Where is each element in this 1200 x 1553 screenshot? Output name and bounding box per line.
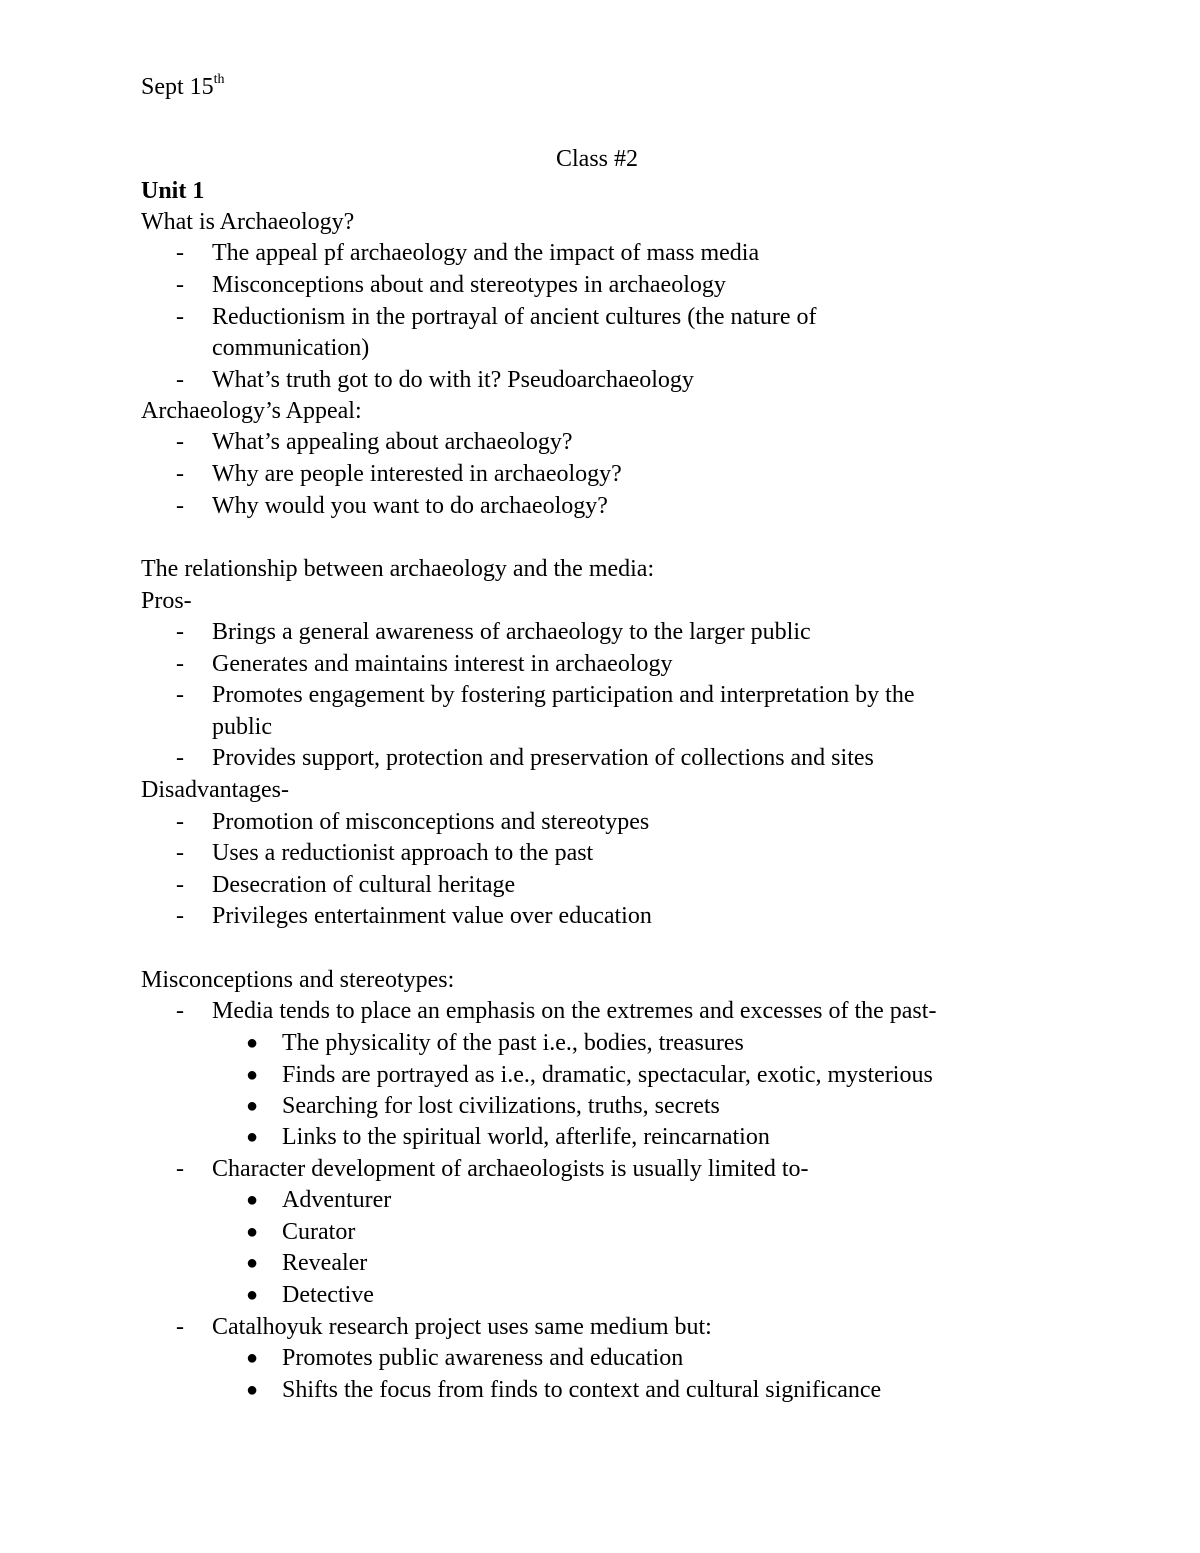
list-item-text: public xyxy=(212,714,272,740)
list-item-text: Why are people interested in archaeology? xyxy=(212,461,622,487)
sub-list-item-text: Shifts the focus from finds to context and cultural significance xyxy=(282,1377,882,1403)
sub-list-item-text: Revealer xyxy=(282,1250,368,1276)
list-item-text: Character development of archaeologists is usually limited to- xyxy=(212,1156,809,1182)
dash-marker: - xyxy=(176,872,184,898)
sub-list-item-text: Searching for lost civilizations, truths, secrets xyxy=(282,1093,720,1119)
unit-heading: Unit 1 xyxy=(141,178,205,204)
bullet-marker: ● xyxy=(246,1252,259,1274)
what-is-heading: What is Archaeology? xyxy=(141,209,355,235)
appeal-heading: Archaeology’s Appeal: xyxy=(141,398,362,424)
list-item-text: Promotes engagement by fostering participation and interpretation by the xyxy=(212,682,915,708)
list-item-text: Catalhoyuk research project uses same medium but: xyxy=(212,1314,712,1340)
dash-marker: - xyxy=(176,429,184,455)
class-title: Class #2 xyxy=(556,146,639,172)
dash-marker: - xyxy=(176,1314,184,1340)
bullet-marker: ● xyxy=(246,1126,259,1148)
dash-marker: - xyxy=(176,240,184,266)
list-item-text: Uses a reductionist approach to the past xyxy=(212,840,594,866)
dash-marker: - xyxy=(176,304,184,330)
bullet-marker: ● xyxy=(246,1221,259,1243)
dash-marker: - xyxy=(176,1156,184,1182)
disadvantages-label: Disadvantages- xyxy=(141,777,289,803)
dash-marker: - xyxy=(176,493,184,519)
list-item-text: The appeal pf archaeology and the impact of mass media xyxy=(212,240,760,266)
bullet-marker: ● xyxy=(246,1347,259,1369)
list-item-text: Generates and maintains interest in archaeology xyxy=(212,651,673,677)
dash-marker: - xyxy=(176,682,184,708)
dash-marker: - xyxy=(176,903,184,929)
list-item-text: communication) xyxy=(212,335,370,361)
dash-marker: - xyxy=(176,461,184,487)
sub-list-item-text: Curator xyxy=(282,1219,356,1245)
list-item-text: Misconceptions about and stereotypes in archaeology xyxy=(212,272,726,298)
bullet-marker: ● xyxy=(246,1095,259,1117)
list-item-text: Reductionism in the portrayal of ancient cultures (the nature of xyxy=(212,304,817,330)
list-item-text: Why would you want to do archaeology? xyxy=(212,493,608,519)
list-item-text: Privileges entertainment value over education xyxy=(212,903,652,929)
sub-list-item-text: Detective xyxy=(282,1282,374,1308)
sub-list-item-text: Promotes public awareness and education xyxy=(282,1345,684,1371)
list-item-text: What’s appealing about archaeology? xyxy=(212,429,573,455)
pros-label: Pros- xyxy=(141,588,192,614)
misconceptions-heading: Misconceptions and stereotypes: xyxy=(141,967,455,993)
dash-marker: - xyxy=(176,619,184,645)
dash-marker: - xyxy=(176,272,184,298)
bullet-marker: ● xyxy=(246,1189,259,1211)
sub-list-item-text: Links to the spiritual world, afterlife, reincarnation xyxy=(282,1124,770,1150)
dash-marker: - xyxy=(176,745,184,771)
bullet-marker: ● xyxy=(246,1032,259,1054)
sub-list-item-text: The physicality of the past i.e., bodies, treasures xyxy=(282,1030,744,1056)
dash-marker: - xyxy=(176,840,184,866)
list-item-text: Desecration of cultural heritage xyxy=(212,872,516,898)
list-item-text: Provides support, protection and preservation of collections and sites xyxy=(212,745,874,771)
list-item-text: Media tends to place an emphasis on the extremes and excesses of the past- xyxy=(212,998,937,1024)
sub-list-item-text: Finds are portrayed as i.e., dramatic, spectacular, exotic, mysterious xyxy=(282,1062,933,1088)
list-item-text: Promotion of misconceptions and stereotypes xyxy=(212,809,650,835)
list-item-text: Brings a general awareness of archaeology to the larger public xyxy=(212,619,811,645)
date-text: Sept 15 xyxy=(141,74,214,100)
date-heading xyxy=(141,73,225,101)
sub-list-item-text: Adventurer xyxy=(282,1187,392,1213)
dash-marker: - xyxy=(176,651,184,677)
list-item-text: What’s truth got to do with it? Pseudoarchaeology xyxy=(212,367,694,393)
bullet-marker: ● xyxy=(246,1379,259,1401)
dash-marker: - xyxy=(176,809,184,835)
bullet-marker: ● xyxy=(246,1284,259,1306)
dash-marker: - xyxy=(176,367,184,393)
date-superscript: th xyxy=(213,72,225,87)
dash-marker: - xyxy=(176,998,184,1024)
bullet-marker: ● xyxy=(246,1064,259,1086)
relationship-heading: The relationship between archaeology and the media: xyxy=(141,556,655,582)
